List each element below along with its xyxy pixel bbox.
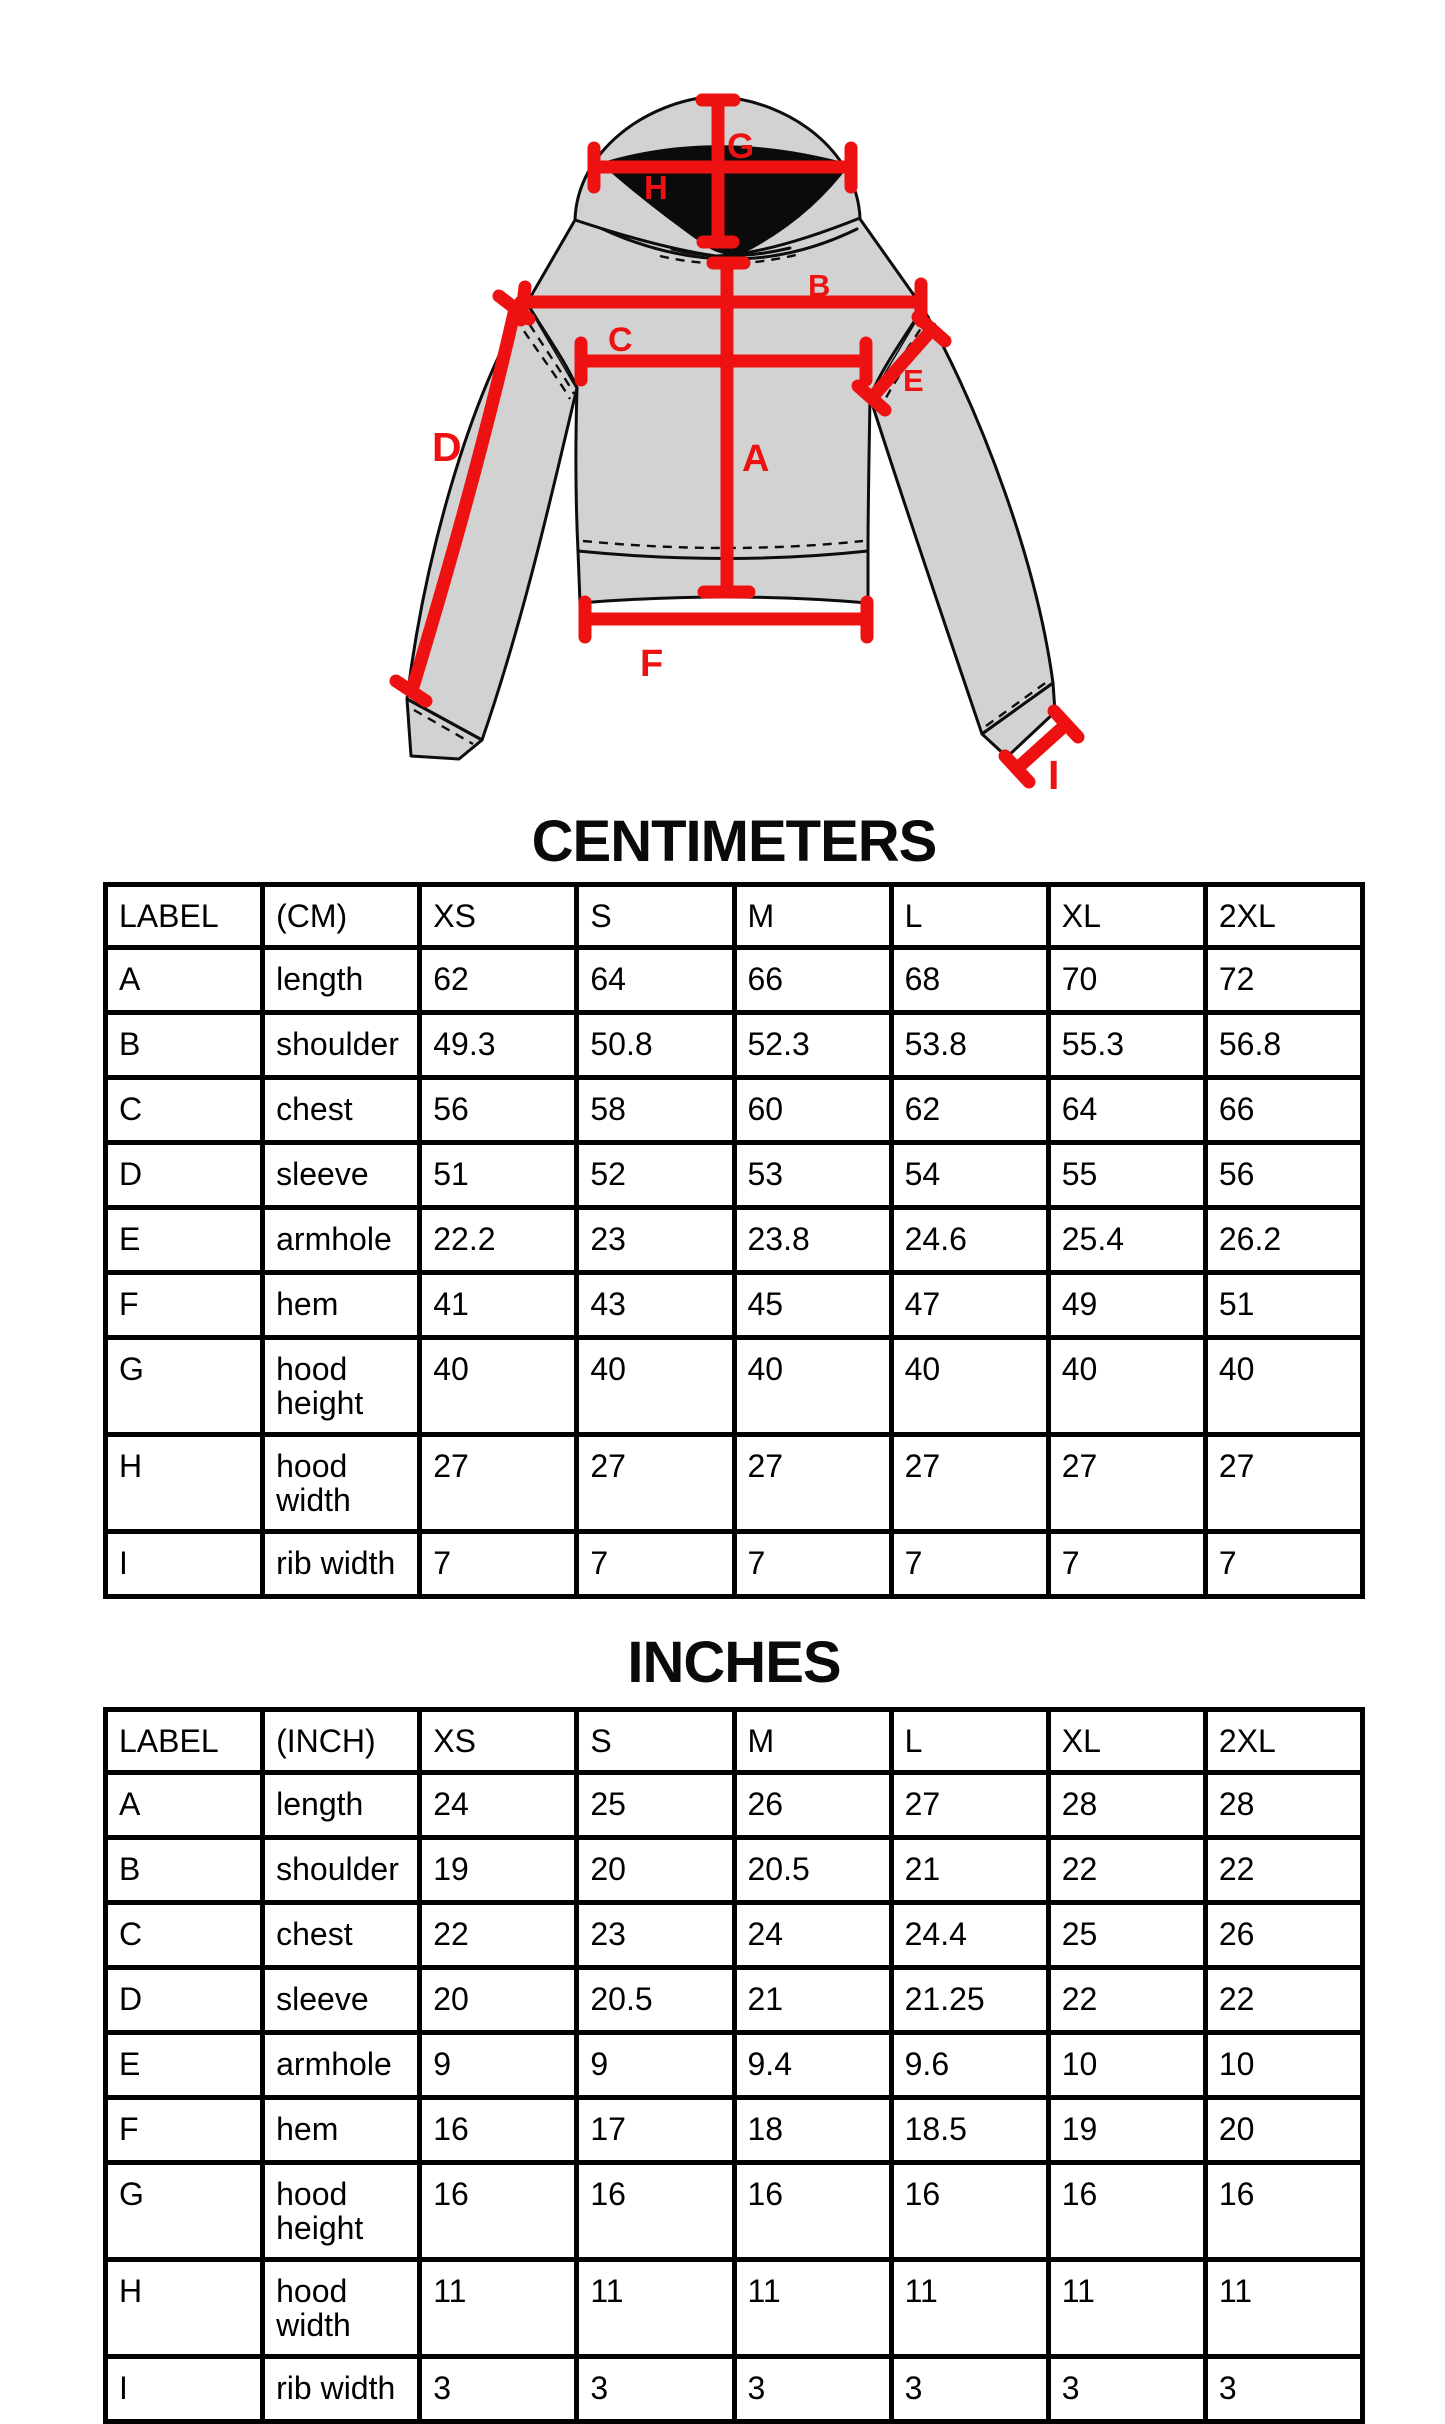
measure-label-A: A	[742, 438, 770, 480]
table-cell: 58	[577, 1078, 734, 1143]
table-row	[106, 1338, 1363, 1435]
table-cell: D	[106, 1143, 263, 1208]
table-cell: 7	[891, 1532, 1048, 1597]
column-header: LABEL	[106, 885, 263, 948]
table-cell: rib width	[263, 1532, 420, 1597]
measure-F	[585, 602, 867, 685]
table-cell: shoulder	[263, 1838, 420, 1903]
column-header: L	[891, 885, 1048, 948]
table-cell: 23.8	[734, 1208, 891, 1273]
table-cell: 40	[734, 1338, 891, 1435]
centimeters-size-table	[103, 882, 1365, 1599]
table-cell: I	[106, 2357, 263, 2422]
table-cell: 16	[1048, 2163, 1205, 2260]
table-row	[106, 2357, 1363, 2422]
table-cell: 11	[891, 2260, 1048, 2357]
table-cell: I	[106, 1532, 263, 1597]
table-cell: 20	[420, 1968, 577, 2033]
measure-label-I: I	[1048, 752, 1060, 798]
table-cell: hem	[263, 1273, 420, 1338]
column-header: XS	[420, 885, 577, 948]
table-cell: 53	[734, 1143, 891, 1208]
table-cell: F	[106, 1273, 263, 1338]
table-cell: 24.4	[891, 1903, 1048, 1968]
table-cell: 3	[1048, 2357, 1205, 2422]
table-cell: 40	[420, 1338, 577, 1435]
table-cell: 21	[891, 1838, 1048, 1903]
column-header: XL	[1048, 885, 1205, 948]
table-cell: 23	[577, 1903, 734, 1968]
table-cell: 20	[577, 1838, 734, 1903]
table-cell: 23	[577, 1208, 734, 1273]
table-cell: 53.8	[891, 1013, 1048, 1078]
table-cell: D	[106, 1968, 263, 2033]
measure-label-E: E	[903, 363, 924, 398]
column-header: LABEL	[106, 1710, 263, 1773]
table-cell: 66	[734, 948, 891, 1013]
table-cell: 55	[1048, 1143, 1205, 1208]
table-cell: sleeve	[263, 1968, 420, 2033]
table-cell: 16	[420, 2163, 577, 2260]
table-cell: 20.5	[734, 1838, 891, 1903]
column-header: (INCH)	[263, 1710, 420, 1773]
table-cell: 56	[1205, 1143, 1362, 1208]
table-cell: 24	[734, 1903, 891, 1968]
table-cell: 64	[1048, 1078, 1205, 1143]
table-cell: armhole	[263, 1208, 420, 1273]
table-cell: 10	[1205, 2033, 1362, 2098]
table-cell: H	[106, 1435, 263, 1532]
table-cell: 7	[734, 1532, 891, 1597]
column-header: (CM)	[263, 885, 420, 948]
table-cell: 18	[734, 2098, 891, 2163]
table-cell: 27	[891, 1773, 1048, 1838]
table-cell: armhole	[263, 2033, 420, 2098]
table-cell: 49.3	[420, 1013, 577, 1078]
table-cell: F	[106, 2098, 263, 2163]
table-row	[106, 1013, 1363, 1078]
table-cell: 7	[1205, 1532, 1362, 1597]
table-cell: 64	[577, 948, 734, 1013]
table-cell: 3	[891, 2357, 1048, 2422]
column-header: S	[577, 1710, 734, 1773]
table-cell: 16	[420, 2098, 577, 2163]
table-cell: 21.25	[891, 1968, 1048, 2033]
table-row	[106, 1903, 1363, 1968]
table-cell: 49	[1048, 1273, 1205, 1338]
table-cell: 50.8	[577, 1013, 734, 1078]
table-cell: 9.4	[734, 2033, 891, 2098]
table-cell: 27	[1048, 1435, 1205, 1532]
table-cell: 16	[734, 2163, 891, 2260]
table-cell: 26	[1205, 1903, 1362, 1968]
table-row	[106, 2098, 1363, 2163]
table-cell: 22	[1048, 1838, 1205, 1903]
table-cell: 7	[577, 1532, 734, 1597]
table-cell: 25.4	[1048, 1208, 1205, 1273]
table-cell: 52	[577, 1143, 734, 1208]
column-header: XL	[1048, 1710, 1205, 1773]
table-cell: 56.8	[1205, 1013, 1362, 1078]
column-header: S	[577, 885, 734, 948]
table-cell: 25	[1048, 1903, 1205, 1968]
column-header: XS	[420, 1710, 577, 1773]
table-cell: 40	[891, 1338, 1048, 1435]
table-cell: B	[106, 1838, 263, 1903]
table-cell: length	[263, 1773, 420, 1838]
table-cell: C	[106, 1903, 263, 1968]
hoodie-illustration	[0, 0, 1445, 800]
table-cell: 3	[420, 2357, 577, 2422]
table-cell: E	[106, 2033, 263, 2098]
table-cell: 16	[1205, 2163, 1362, 2260]
column-header: 2XL	[1205, 1710, 1362, 1773]
table-cell: 40	[1048, 1338, 1205, 1435]
table-cell: 40	[1205, 1338, 1362, 1435]
table-cell: sleeve	[263, 1143, 420, 1208]
measure-label-F: F	[640, 643, 664, 685]
table-cell: 72	[1205, 948, 1362, 1013]
table-cell: 22	[1205, 1838, 1362, 1903]
table-cell: 7	[1048, 1532, 1205, 1597]
inches-title: INCHES	[627, 1630, 841, 1695]
table-cell: 3	[577, 2357, 734, 2422]
table-cell: 27	[577, 1435, 734, 1532]
table-cell: 28	[1048, 1773, 1205, 1838]
table-cell: 27	[420, 1435, 577, 1532]
table-cell: 19	[1048, 2098, 1205, 2163]
table-cell: 60	[734, 1078, 891, 1143]
table-row	[106, 2163, 1363, 2260]
table-cell: B	[106, 1013, 263, 1078]
table-cell: 47	[891, 1273, 1048, 1338]
table-row	[106, 2260, 1363, 2357]
table-cell: A	[106, 1773, 263, 1838]
table-cell: E	[106, 1208, 263, 1273]
table-cell: chest	[263, 1903, 420, 1968]
column-header: L	[891, 1710, 1048, 1773]
table-cell: 7	[420, 1532, 577, 1597]
measure-label-D: D	[432, 424, 462, 470]
measure-label-G: G	[727, 127, 755, 166]
column-header: M	[734, 885, 891, 948]
table-cell: length	[263, 948, 420, 1013]
table-cell: 62	[420, 948, 577, 1013]
table-cell: 25	[577, 1773, 734, 1838]
table-cell: shoulder	[263, 1013, 420, 1078]
table-cell: 43	[577, 1273, 734, 1338]
table-cell: 56	[420, 1078, 577, 1143]
hoodie-diagram	[0, 0, 1445, 800]
table-cell: 21	[734, 1968, 891, 2033]
table-cell: C	[106, 1078, 263, 1143]
table-cell: 28	[1205, 1773, 1362, 1838]
table-cell: chest	[263, 1078, 420, 1143]
table-cell: 68	[891, 948, 1048, 1013]
table-row	[106, 1968, 1363, 2033]
measure-label-H: H	[644, 169, 668, 206]
table-cell: 11	[1205, 2260, 1362, 2357]
table-row	[106, 1273, 1363, 1338]
table-cell: 51	[420, 1143, 577, 1208]
table-cell: 17	[577, 2098, 734, 2163]
table-cell: 55.3	[1048, 1013, 1205, 1078]
table-row	[106, 1143, 1363, 1208]
column-header: 2XL	[1205, 885, 1362, 948]
table-cell: 9	[420, 2033, 577, 2098]
table-cell: 54	[891, 1143, 1048, 1208]
table-cell: 18.5	[891, 2098, 1048, 2163]
table-cell: 9	[577, 2033, 734, 2098]
table-cell: 70	[1048, 948, 1205, 1013]
table-cell: hood height	[263, 2163, 420, 2260]
measure-label-B: B	[808, 268, 831, 303]
table-cell: 51	[1205, 1273, 1362, 1338]
table-cell: 45	[734, 1273, 891, 1338]
table-cell: 3	[1205, 2357, 1362, 2422]
table-cell: 22.2	[420, 1208, 577, 1273]
table-row	[106, 1208, 1363, 1273]
table-cell: 40	[577, 1338, 734, 1435]
table-cell: hood height	[263, 1338, 420, 1435]
table-cell: 27	[891, 1435, 1048, 1532]
table-cell: G	[106, 1338, 263, 1435]
table-cell: 3	[734, 2357, 891, 2422]
table-cell: 41	[420, 1273, 577, 1338]
table-row	[106, 2033, 1363, 2098]
table-cell: A	[106, 948, 263, 1013]
table-cell: 9.6	[891, 2033, 1048, 2098]
table-cell: 11	[1048, 2260, 1205, 2357]
table-cell: 52.3	[734, 1013, 891, 1078]
table-cell: hood width	[263, 1435, 420, 1532]
table-cell: 24	[420, 1773, 577, 1838]
header-row	[106, 1710, 1363, 1773]
table-cell: 27	[1205, 1435, 1362, 1532]
table-cell: 24.6	[891, 1208, 1048, 1273]
inches-size-table	[103, 1707, 1365, 2424]
table-cell: 22	[1205, 1968, 1362, 2033]
table-cell: 20.5	[577, 1968, 734, 2033]
table-cell: 10	[1048, 2033, 1205, 2098]
table-cell: hem	[263, 2098, 420, 2163]
table-cell: G	[106, 2163, 263, 2260]
table-cell: 62	[891, 1078, 1048, 1143]
table-row	[106, 1773, 1363, 1838]
table-cell: 16	[891, 2163, 1048, 2260]
table-cell: 66	[1205, 1078, 1362, 1143]
table-cell: 26	[734, 1773, 891, 1838]
table-row	[106, 948, 1363, 1013]
table-cell: 11	[420, 2260, 577, 2357]
table-cell: 19	[420, 1838, 577, 1903]
header-row	[106, 885, 1363, 948]
table-cell: 16	[577, 2163, 734, 2260]
measure-label-C: C	[608, 321, 633, 359]
column-header: M	[734, 1710, 891, 1773]
table-cell: hood width	[263, 2260, 420, 2357]
table-cell: 11	[734, 2260, 891, 2357]
table-cell: rib width	[263, 2357, 420, 2422]
table-cell: 22	[1048, 1968, 1205, 2033]
table-cell: 11	[577, 2260, 734, 2357]
table-cell: 20	[1205, 2098, 1362, 2163]
table-row	[106, 1532, 1363, 1597]
table-cell: 27	[734, 1435, 891, 1532]
table-cell: H	[106, 2260, 263, 2357]
table-row	[106, 1078, 1363, 1143]
table-cell: 26.2	[1205, 1208, 1362, 1273]
table-row	[106, 1838, 1363, 1903]
centimeters-title: CENTIMETERS	[531, 809, 937, 874]
table-cell: 22	[420, 1903, 577, 1968]
table-row	[106, 1435, 1363, 1532]
